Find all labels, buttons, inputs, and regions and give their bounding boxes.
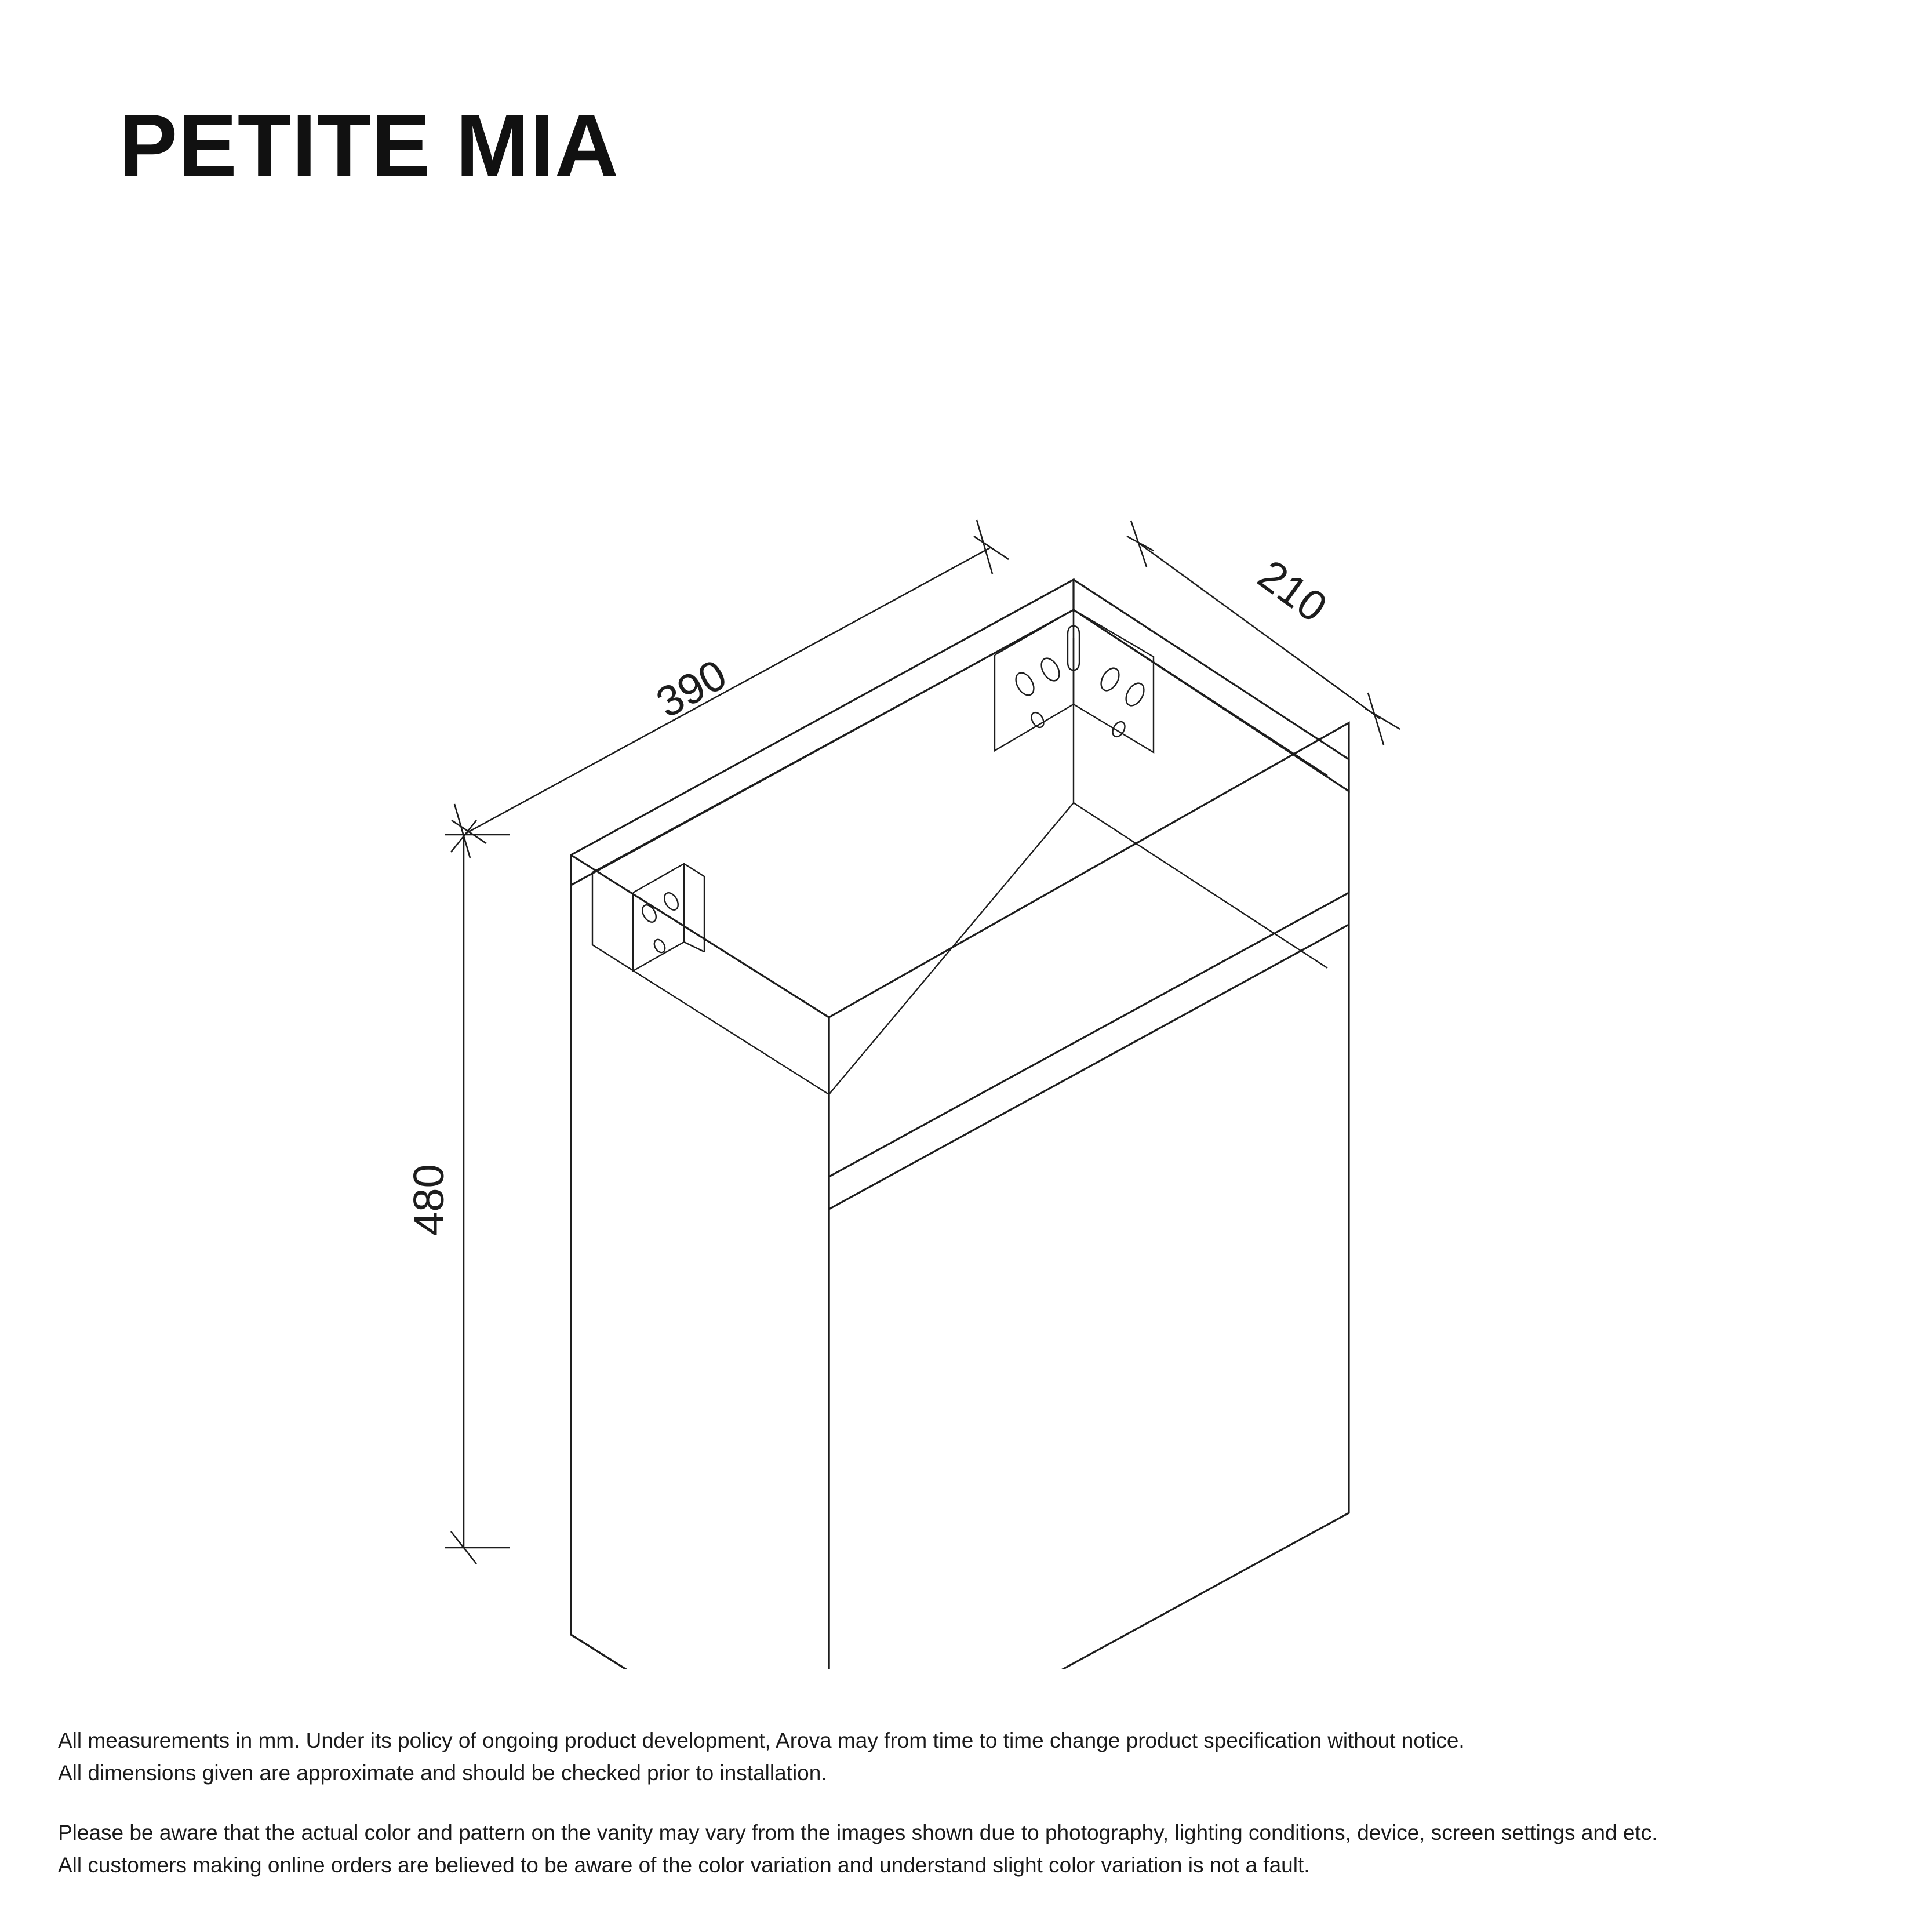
note-color-line-1: Please be aware that the actual color and pattern on the vanity may vary from the images shown due to photography, lighting conditions, device, screen settings and etc. (58, 1821, 1658, 1844)
note-color (58, 1817, 1681, 1881)
dimension-depth-210 (1127, 521, 1400, 745)
note-measurement (58, 1724, 1681, 1789)
vanity-isometric-drawing (0, 220, 1932, 1669)
note-measurement-line-2: All dimensions given are approximate and should be checked prior to installation. (58, 1760, 827, 1785)
dimension-label-210: 210 (1249, 550, 1336, 632)
page-title: PETITE MIA (119, 96, 619, 195)
cabinet-body (571, 580, 1349, 1669)
note-color-line-2: All customers making online orders are believed to be aware of the color variation and understand slight color variation is not a fault. (58, 1853, 1310, 1877)
dimension-height-480 (445, 820, 510, 1564)
notes-section (58, 1724, 1681, 1881)
dimension-label-480: 480 (405, 1164, 453, 1236)
dimension-label-390: 390 (648, 650, 734, 727)
note-measurement-line-1: All measurements in mm. Under its policy of ongoing product development, Arova may from time to time change product specification without notice. (58, 1729, 1465, 1752)
